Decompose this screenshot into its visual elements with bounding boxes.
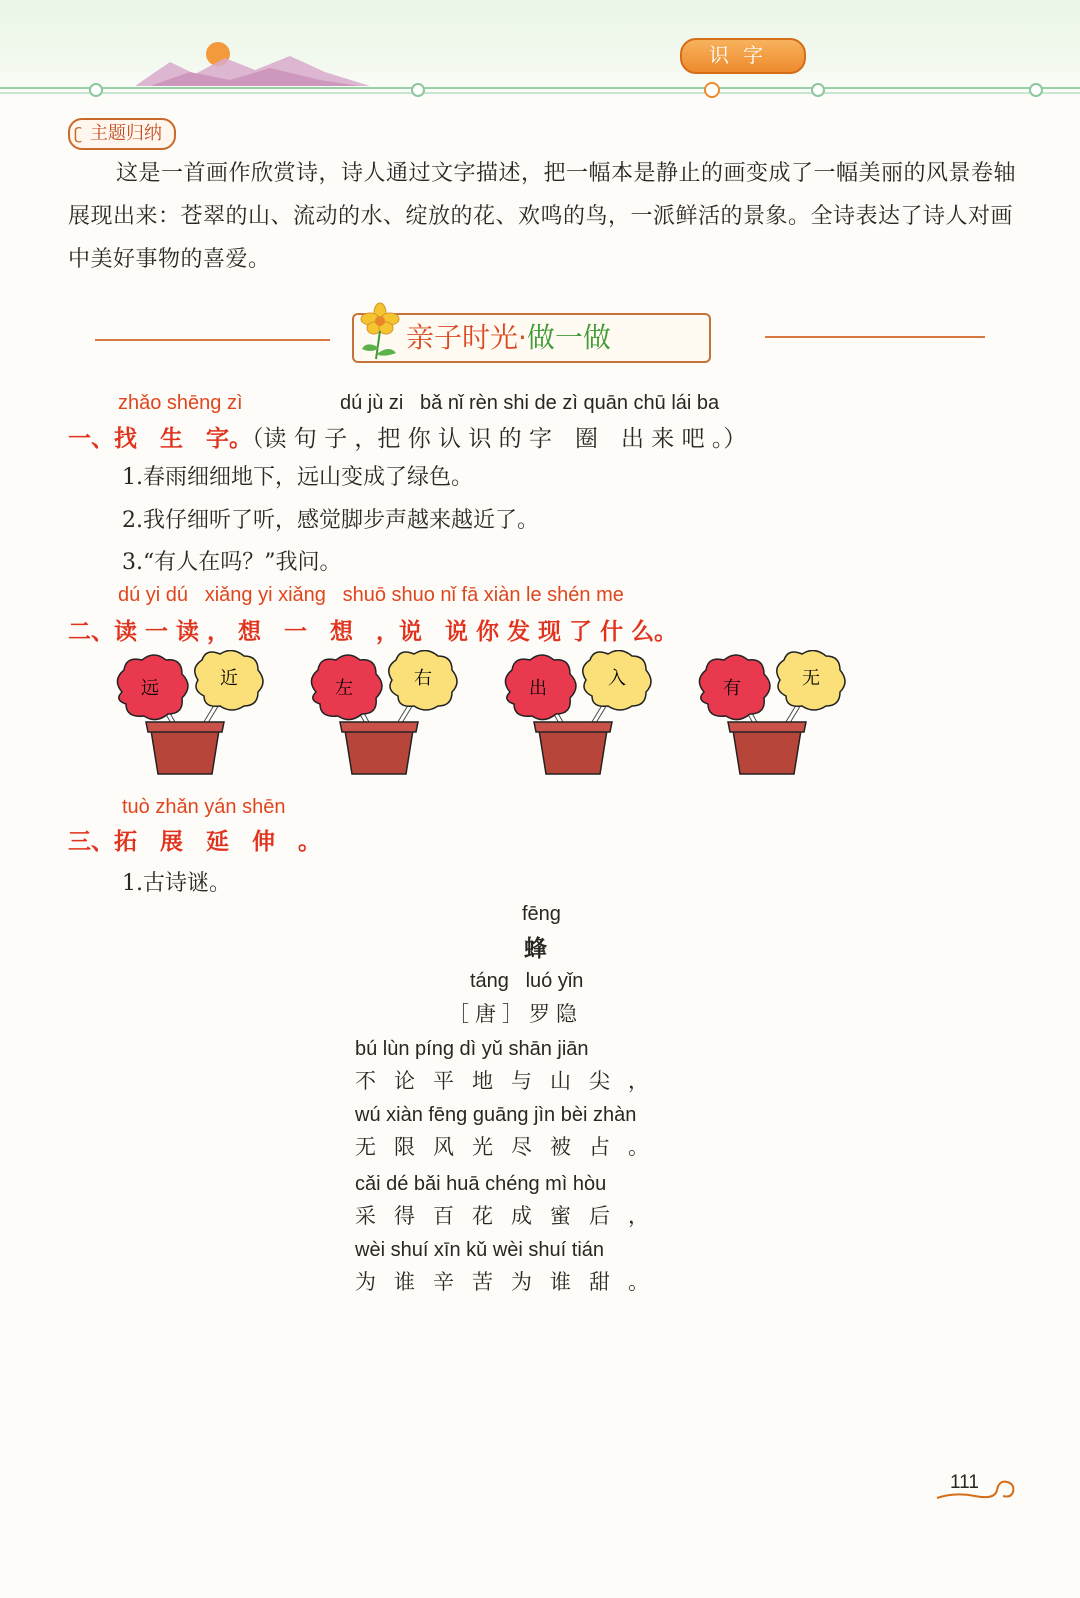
- poem-line-4-pinyin: wèi shuí xīn kǔ wèi shuí tián: [355, 1239, 605, 1261]
- section1-item-1: 1.春雨细细地下，远山变成了绿色。: [122, 465, 473, 490]
- section1-title: 一、找 生 字。（读 句 子 ，把 你 认 识 的 字 圈 出 来 吧 。）: [68, 426, 747, 452]
- pot2-left-char: 左: [335, 678, 353, 699]
- pot2-right-char: 右: [414, 668, 432, 689]
- poem-line-2: 无限风光尽被占。: [355, 1135, 667, 1159]
- divider-left: [95, 339, 330, 341]
- pot3-right-char: 入: [608, 668, 626, 689]
- flowerpot-1: [112, 650, 272, 790]
- section1-item-2: 2.我仔细听了听，感觉脚步声越来越近了。: [122, 508, 539, 533]
- banner-title: 亲子时光·做一做: [406, 321, 611, 354]
- header-decoration: [0, 0, 1080, 100]
- divider-right: [765, 336, 985, 338]
- section3-title: 三、拓 展 延 伸 。: [68, 829, 321, 855]
- pot4-right-char: 无: [802, 668, 820, 689]
- summary-paragraph: 这是一首画作欣赏诗，诗人通过文字描述，把一幅本是静止的画变成了一幅美丽的风景卷轴展现出来：苍翠的山、流动的水、绽放的花、欢鸣的鸟，一派鲜活的景象。全诗表达了诗人对画中美好事物的喜爱。: [68, 161, 1017, 272]
- theme-label: [68, 118, 176, 150]
- poem-title-pinyin: fēng: [522, 903, 561, 925]
- pot3-left-char: 出: [529, 678, 547, 699]
- poem-line-3-pinyin: cǎi dé bǎi huā chéng mì hòu: [355, 1173, 607, 1195]
- poem-line-4: 为谁辛苦为谁甜。: [355, 1270, 667, 1294]
- section1-pinyin: zhǎo shēng zì: [118, 392, 243, 414]
- page-number-curl-icon: [935, 1474, 1025, 1504]
- section3-item-1: 1.古诗谜。: [122, 871, 231, 896]
- pot1-right-char: 近: [220, 668, 238, 689]
- theme-label-text: 主题归纳: [90, 123, 162, 144]
- pot4-left-char: 有: [723, 678, 741, 699]
- pot1-left-char: 远: [141, 678, 159, 699]
- poem-line-2-pinyin: wú xiàn fēng guāng jìn bèi zhàn: [355, 1104, 637, 1126]
- section3-pinyin: tuò zhǎn yán shēn: [122, 796, 286, 818]
- flowerpot-2: [306, 650, 466, 790]
- flowerpot-4: [694, 650, 854, 790]
- section1-instruction-pinyin: dú jù zi bǎ nǐ rèn shi de zì quān chū lái ba: [340, 392, 720, 414]
- activity-banner: [352, 313, 711, 363]
- poem-line-1-pinyin: bú lùn píng dì yǔ shān jiān: [355, 1038, 589, 1060]
- poem-line-1: 不论平地与山尖，: [355, 1069, 667, 1093]
- section2-title: 二、读 一 读 ， 想 一 想 ，说 说 你 发 现 了 什 么。: [68, 619, 678, 645]
- poem-title: 蜂: [524, 936, 547, 962]
- page-number: 111: [950, 1472, 979, 1493]
- poem-author-pinyin: táng luó yǐn: [470, 970, 584, 992]
- flower-icon: [356, 301, 404, 363]
- chapter-tab: 识字: [680, 38, 806, 74]
- poem-line-3: 采得百花成蜜后，: [355, 1204, 667, 1228]
- section2-pinyin: dú yi dú xiǎng yi xiǎng shuō shuo nǐ fā xiàn le shén me: [118, 584, 624, 606]
- flowerpot-3: [500, 650, 660, 790]
- section1-item-3: 3.“有人在吗？”我问。: [122, 550, 342, 575]
- poem-author: ［唐］罗隐: [448, 1002, 583, 1026]
- scroll-icon: ʗ: [74, 124, 83, 143]
